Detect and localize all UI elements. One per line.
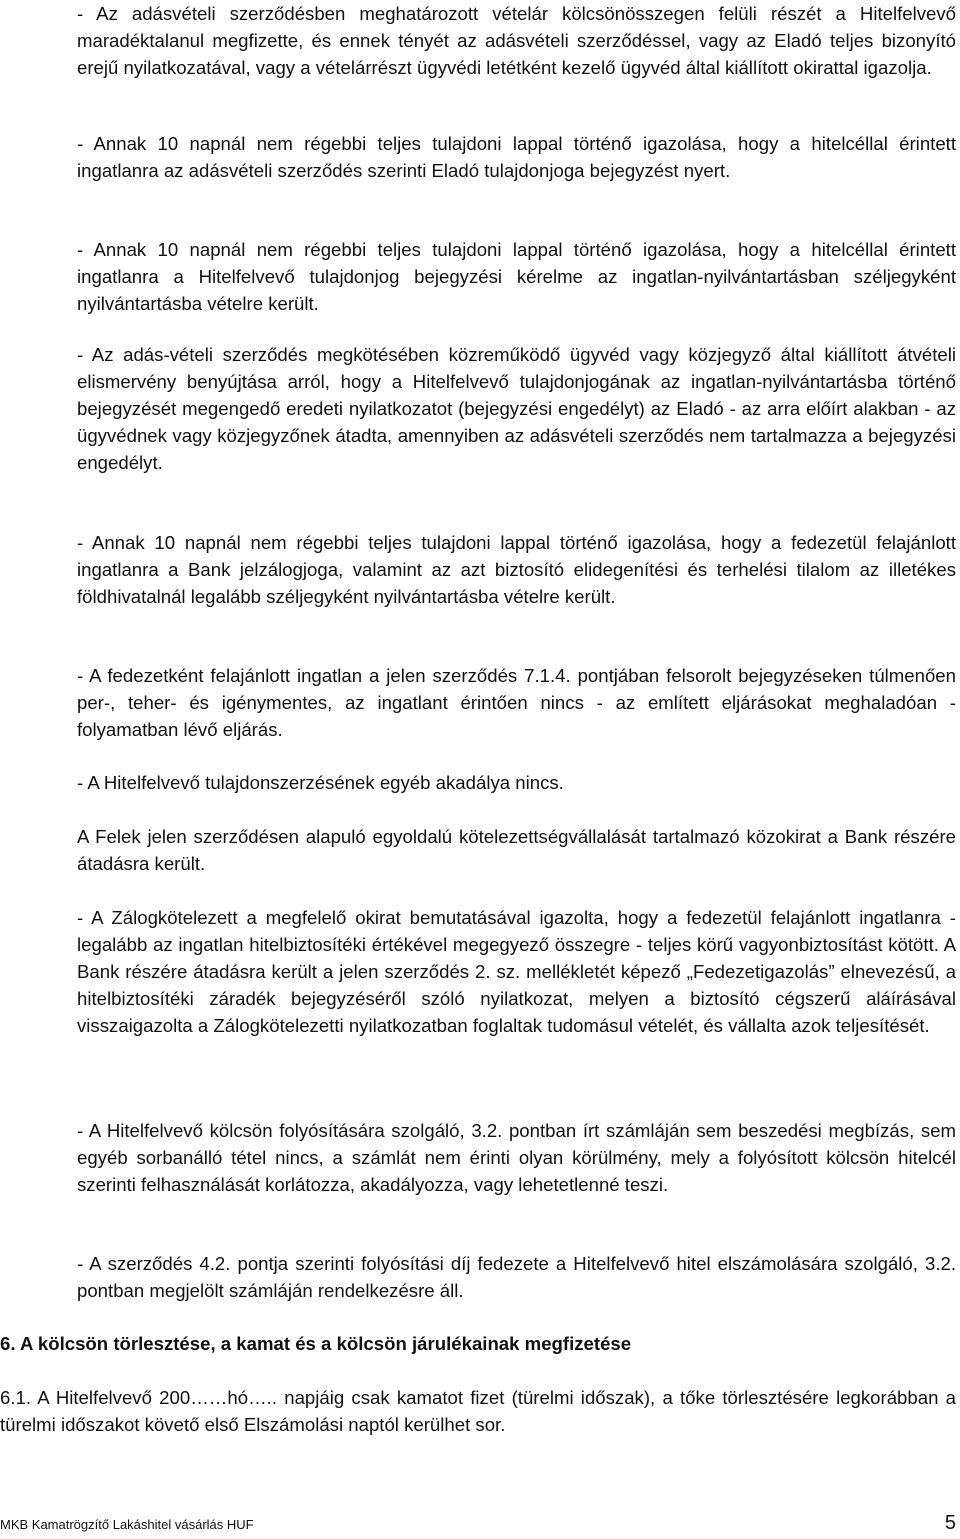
condition-paragraph-disbursement-fee: - A szerződés 4.2. pontja szerinti folyósítási díj fedezete a Hitelfelvevő hitel elszámolására szolgáló, 3.2. pontban megjelölt számláján rendelkezésre áll. bbox=[77, 1253, 956, 1301]
page-number: 5 bbox=[944, 1512, 956, 1534]
section-paragraph-6-1: 6.1. A Hitelfelvevő 200……hó….. napjáig csak kamatot fizet (türelmi időszak), a tőke törlesztésére legkorábban a türelmi időszakot követő első Elszámolási naptól kerülhet sor. bbox=[0, 1387, 956, 1435]
condition-paragraph-lawyer-receipt: - Az adás-vételi szerződés megkötésében közreműködő ügyvéd vagy közjegyző által kiállított átvételi elismervény benyújtása arról, hogy a Hitelfelvevő tulajdonjogának az ingatlan-nyilvántartásba történő bejegyzését megengedő eredeti nyilatkozatot (bejegyzési engedélyt) az Eladó - az arra előírt alakban - az ügyvédnek vagy közjegyzőnek átadta, amennyiben az adásvételi szerződés nem tartalmazza a bejegyzési engedélyt. bbox=[77, 344, 956, 473]
condition-paragraph-property-encumbrance: - A fedezetként felajánlott ingatlan a jelen szerződés 7.1.4. pontjában felsorolt bejegyzéseken túlmenően per-, teher- és igénymentes, az ingatlant érintően nincs - az említett eljárásokat meghaladóan - folyamatban lévő eljárás. bbox=[77, 665, 956, 740]
condition-paragraph-buyer-registration: - Annak 10 napnál nem régebbi teljes tulajdoni lappal történő igazolása, hogy a hitelcéllal érintett ingatlanra a Hitelfelvevő tulajdonjog bejegyzési kérelme az ingatlan-nyilvántartásban széljegyként nyilvántartásba vételre került. bbox=[77, 239, 956, 314]
condition-paragraph-seller-ownership: - Annak 10 napnál nem régebbi teljes tulajdoni lappal történő igazolása, hogy a hitelcéllal érintett ingatlanra az adásvételi szerződés szerinti Eladó tulajdonjoga bejegyzést nyert. bbox=[77, 133, 956, 181]
section-heading: 6. A kölcsön törlesztése, a kamat és a kölcsön járulékainak megfizetése bbox=[0, 1333, 632, 1354]
condition-paragraph-public-deed: A Felek jelen szerződésen alapuló egyoldalú kötelezettségvállalását tartalmazó közokirat a Bank részére átadásra került. bbox=[77, 826, 956, 874]
condition-paragraph-bank-mortgage: - Annak 10 napnál nem régebbi teljes tulajdoni lappal történő igazolása, hogy a fedezetül felajánlott ingatlanra a Bank jelzálogjoga, valamint az azt biztosító elidegenítési és terhelési tilalom az illetékes földhivatalnál legalább széljegyként nyilvántartásba vételre került. bbox=[77, 532, 956, 607]
condition-paragraph-insurance: - A Zálogkötelezett a megfelelő okirat bemutatásával igazolta, hogy a fedezetül felajánlott ingatlanra - legalább az ingatlan hitelbiztosítéki értékével megegyező összegre - teljes körű vagyonbiztosítást kötött. A Bank részére átadásra került a jelen szerződés 2. sz. mellékletét képező „Fedezetigazolás” elnevezésű, a hitelbiztosítéki záradék bejegyzéséről szóló nyilatkozat, melyen a biztosító cégszerű aláírásával visszaigazolta a Zálogkötelezetti nyilatkozatban foglaltak tudomásul vételét, és vállalta azok teljesítését. bbox=[77, 907, 956, 1036]
condition-paragraph-account: - A Hitelfelvevő kölcsön folyósítására szolgáló, 3.2. pontban írt számláján sem beszedési megbízás, sem egyéb sorbanálló tétel nincs, a számlát nem érinti olyan körülmény, mely a folyósított kölcsön hitelcél szerinti felhasználását korlátozza, akadályozza, vagy lehetetlenné teszi. bbox=[77, 1120, 956, 1195]
footer-document-title: MKB Kamatrögzítő Lakáshitel vásárlás HUF bbox=[0, 1517, 254, 1532]
condition-paragraph-no-obstacle: - A Hitelfelvevő tulajdonszerzésének egyéb akadálya nincs. bbox=[77, 772, 564, 793]
condition-paragraph-purchase-price: - Az adásvételi szerződésben meghatározott vételár kölcsönösszegen felüli részét a Hitelfelvevő maradéktalanul megfizette, és ennek tényét az adásvételi szerződéssel, vagy az Eladó teljes bizonyító erejű nyilatkozatával, vagy a vételárrészt ügyvédi letétként kezelő ügyvéd által kiállított okirattal igazolja. bbox=[77, 3, 956, 78]
